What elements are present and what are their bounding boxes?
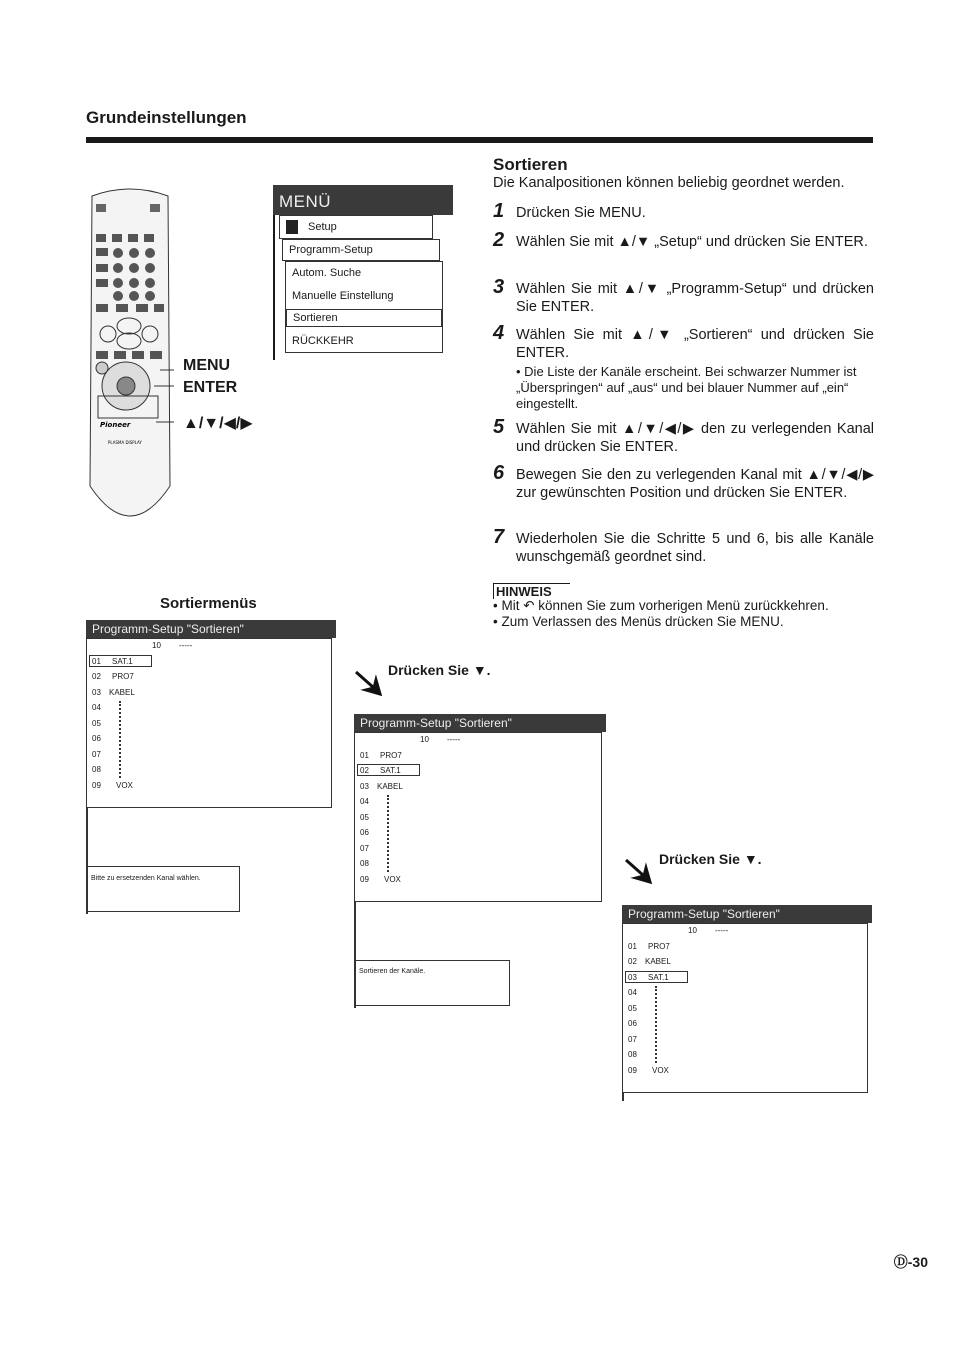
screen-top-dash: ----- [179, 641, 193, 650]
step-text: Wählen Sie mit ▲/▼ „Programm-Setup“ und drücken Sie ENTER. [516, 281, 874, 315]
step-4-note: • Die Liste der Kanäle erscheint. Bei schwarzer Nummer ist „Überspringen“ auf „aus“ und bei blauer Nummer auf „ein“ eingestellt. [516, 364, 857, 411]
step-number: 7 [493, 526, 505, 548]
row-number: 01 [360, 751, 369, 760]
hinweis-line-2: • Zum Verlassen des Menüs drücken Sie MENU. [493, 614, 784, 629]
step-number: 3 [493, 276, 505, 298]
row-number: 07 [360, 844, 369, 853]
row-name: VOX [116, 781, 133, 790]
row-number: 03 [628, 973, 637, 982]
menu-item-programm-setup [282, 239, 440, 261]
screen-top-number: 10 [420, 735, 429, 744]
step-text: Wählen Sie mit ▲/▼ „Setup“ und drücken Sie ENTER. [516, 234, 868, 250]
row-number: 08 [92, 765, 101, 774]
screen-top-dash: ----- [715, 926, 729, 935]
hinweis-label: HINWEIS [493, 583, 570, 599]
screen-header: Programm-Setup "Sortieren" [622, 905, 872, 923]
step-text: Drücken Sie MENU. [516, 205, 646, 221]
section-title: Grundeinstellungen [86, 108, 247, 127]
row-name: KABEL [109, 688, 135, 697]
dotted-placeholder [119, 701, 123, 778]
down-right-arrow-icon [354, 668, 384, 696]
step-text: Bewegen Sie den zu verlegenden Kanal mit ▲/▼/◀/▶ zur gewünschten Position und drücken Sie ENTER. [516, 467, 874, 501]
row-name: VOX [652, 1066, 669, 1075]
row-number: 03 [92, 688, 101, 697]
screen-edge [354, 902, 356, 1008]
menu-item-label: Autom. Suche [292, 267, 362, 279]
step-number: 2 [493, 229, 505, 251]
step-1 [493, 200, 874, 222]
screen-message: Sortieren der Kanäle. [359, 968, 426, 975]
screen-message: Bitte zu ersetzenden Kanal wählen. [91, 875, 201, 882]
row-number: 06 [628, 1019, 637, 1028]
remote-label-menu: MENU [183, 357, 231, 374]
row-name: SAT.1 [112, 657, 133, 666]
sort-screen-2 [354, 714, 608, 1008]
screen-top-dash: ----- [447, 735, 461, 744]
row-number: 08 [628, 1050, 637, 1059]
step-2 [493, 229, 874, 251]
setup-icon [286, 220, 298, 234]
dotted-placeholder [655, 986, 659, 1063]
row-name: SAT.1 [380, 766, 401, 775]
screen-edge [86, 808, 88, 914]
step-5 [493, 416, 874, 456]
screen-top-number: 10 [152, 641, 161, 650]
step-number: 1 [493, 200, 505, 222]
row-number: 04 [92, 703, 101, 712]
remote-control-illustration [86, 186, 174, 531]
menu-item-rueckkehr [286, 331, 442, 351]
menu-item-label: Setup [308, 221, 337, 233]
screen-top-number: 10 [688, 926, 697, 935]
sort-screen-3 [622, 905, 874, 1101]
dotted-placeholder [387, 795, 391, 872]
header-rule [86, 137, 873, 143]
row-number: 02 [628, 957, 637, 966]
row-number: 03 [360, 782, 369, 791]
row-number: 02 [360, 766, 369, 775]
row-number: 01 [628, 942, 637, 951]
sortiermenus-title: Sortiermenüs [160, 595, 257, 612]
sort-screen-1 [86, 620, 338, 914]
step-text: Wählen Sie mit ▲/▼/◀/▶ den zu verlegenden Kanal und drücken Sie ENTER. [516, 421, 874, 455]
step-text: Wählen Sie mit ▲/▼ „Sortieren“ und drücken Sie ENTER. [516, 327, 874, 361]
menu-screen [273, 185, 455, 360]
menu-item-setup [279, 215, 433, 239]
row-number: 09 [628, 1066, 637, 1075]
row-number: 02 [92, 672, 101, 681]
menu-item-label: Sortieren [293, 312, 338, 324]
screen-edge [622, 1093, 624, 1101]
step-text: Wiederholen Sie die Schritte 5 und 6, bis alle Kanäle wunschgemäß geordnet sind. [516, 531, 874, 565]
row-number: 05 [92, 719, 101, 728]
step-number: 4 [493, 322, 505, 344]
row-name: SAT.1 [648, 973, 669, 982]
row-number: 05 [360, 813, 369, 822]
row-name: PRO7 [112, 672, 134, 681]
row-name: PRO7 [648, 942, 670, 951]
row-number: 04 [628, 988, 637, 997]
menu-title: MENÜ [273, 185, 453, 215]
menu-item-label: RÜCKKEHR [292, 335, 354, 347]
row-name: KABEL [645, 957, 671, 966]
page-number: Ⓓ-30 [893, 1254, 928, 1270]
row-number: 08 [360, 859, 369, 868]
row-number: 06 [360, 828, 369, 837]
menu-item-label: Programm-Setup [289, 244, 373, 256]
row-number: 06 [92, 734, 101, 743]
row-name: VOX [384, 875, 401, 884]
row-number: 04 [360, 797, 369, 806]
screen-message-frame [86, 866, 240, 912]
svg-text:Pioneer: Pioneer [100, 421, 131, 429]
step-3 [493, 276, 874, 316]
hinweis-line-1: • Mit ↶ können Sie zum vorherigen Menü zurückkehren. [493, 598, 829, 613]
menu-item-autom-suche [286, 263, 442, 283]
row-number: 09 [92, 781, 101, 790]
step-7 [493, 526, 874, 566]
row-number: 01 [92, 657, 101, 666]
step-6 [493, 462, 874, 502]
remote-label-arrows: ▲/▼/◀/▶ [183, 415, 253, 432]
step-number: 5 [493, 416, 505, 438]
screen-header: Programm-Setup "Sortieren" [354, 714, 606, 732]
row-number: 05 [628, 1004, 637, 1013]
menu-item-manuelle-einstellung [286, 286, 442, 306]
press-down-caption-1: Drücken Sie ▼. [388, 662, 491, 678]
row-number: 07 [628, 1035, 637, 1044]
row-name: PRO7 [380, 751, 402, 760]
sortieren-title: Sortieren [493, 155, 568, 174]
row-number: 09 [360, 875, 369, 884]
menu-item-sortieren [286, 309, 442, 327]
press-down-caption-2: Drücken Sie ▼. [659, 851, 762, 867]
intro-text: Die Kanalpositionen können beliebig geordnet werden. [493, 175, 845, 191]
down-right-arrow-icon [624, 856, 654, 884]
screen-message-frame [354, 960, 510, 1006]
remote-label-enter: ENTER [183, 379, 238, 396]
menu-item-label: Manuelle Einstellung [292, 290, 394, 302]
row-number: 07 [92, 750, 101, 759]
row-name: KABEL [377, 782, 403, 791]
svg-text:PLASMA DISPLAY: PLASMA DISPLAY [108, 440, 142, 445]
step-4 [493, 322, 874, 362]
step-number: 6 [493, 462, 505, 484]
screen-header: Programm-Setup "Sortieren" [86, 620, 336, 638]
